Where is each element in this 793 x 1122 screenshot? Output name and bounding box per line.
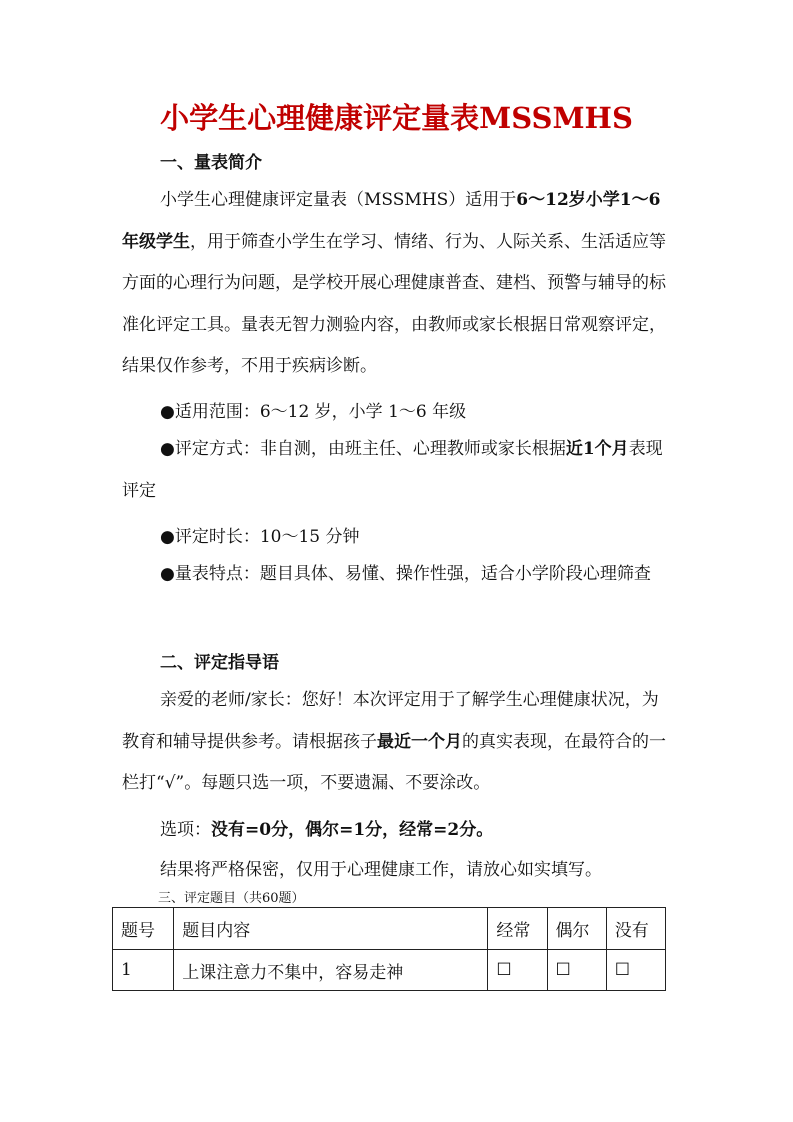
bullet-method-end: 表现评定 (122, 439, 663, 501)
instructions-period: 最近一个月 (377, 731, 462, 752)
options-label: 选项： (160, 820, 211, 840)
options-scoring: 没有=0分，偶尔=1分，经常=2分。 (211, 820, 494, 840)
header-often: 经常 (488, 908, 547, 950)
instructions-paragraph (122, 680, 674, 805)
bullet-scope: ●适用范围：6～12 岁，小学 1～6 年级 (160, 402, 467, 422)
table-row (113, 950, 666, 991)
intro-paragraph (122, 180, 674, 388)
document-title: 小学生心理健康评定量表MSSMHS (160, 101, 633, 135)
checkbox-sometimes[interactable]: ☐ (547, 950, 606, 991)
header-number: 题号 (113, 908, 174, 950)
section-heading-intro: 一、量表简介 (160, 153, 262, 173)
items-caption: 三、评定题目（共60题） (158, 891, 305, 906)
options-line (160, 815, 493, 840)
section-heading-instructions: 二、评定指导语 (160, 653, 279, 673)
item-text: 上课注意力不集中，容易走神 (174, 950, 488, 991)
bullet-duration: ●评定时长：10～15 分钟 (160, 527, 360, 547)
checkbox-never[interactable]: ☐ (606, 950, 665, 991)
items-table (112, 907, 666, 991)
header-content: 题目内容 (174, 908, 488, 950)
bullet-features: ●量表特点：题目具体、易懂、操作性强，适合小学阶段心理筛查 (160, 564, 651, 584)
intro-text-rest: ，用于筛查小学生在学习、情绪、行为、人际关系、生活适应等方面的心理行为问题，是学校开展心理健康普查、建档、预警与辅导的标准化评定工具。量表无智力测验内容，由教师或家长根据日常观察评定，结果仅作参考，不用于疾病诊断。 (122, 231, 666, 376)
confidential-note: 结果将严格保密，仅用于心理健康工作，请放心如实填写。 (160, 860, 602, 880)
header-sometimes: 偶尔 (547, 908, 606, 950)
bullet-method-period: 近1个月 (565, 439, 629, 459)
intro-target-group: 6～12岁小学1～6年级学生 (122, 190, 661, 252)
intro-text-start: 小学生心理健康评定量表（MSSMHS）适用于 (160, 190, 517, 210)
instructions-text-rest: 的真实表现，在最符合的一栏打“√”。每题只选一项，不要遗漏、不要涂改。 (122, 731, 666, 793)
bullet-method-text: ●评定方式：非自测，由班主任、心理教师或家长根据 (160, 439, 566, 459)
instructions-text-start: 亲爱的老师/家长：您好！本次评定用于了解学生心理健康状况，为教育和辅导提供参考。请根据孩子 (122, 690, 659, 752)
header-never: 没有 (606, 908, 665, 950)
checkbox-often[interactable]: ☐ (488, 950, 547, 991)
table-header-row (113, 908, 666, 950)
item-number: 1 (113, 950, 174, 991)
bullet-method (122, 429, 674, 512)
